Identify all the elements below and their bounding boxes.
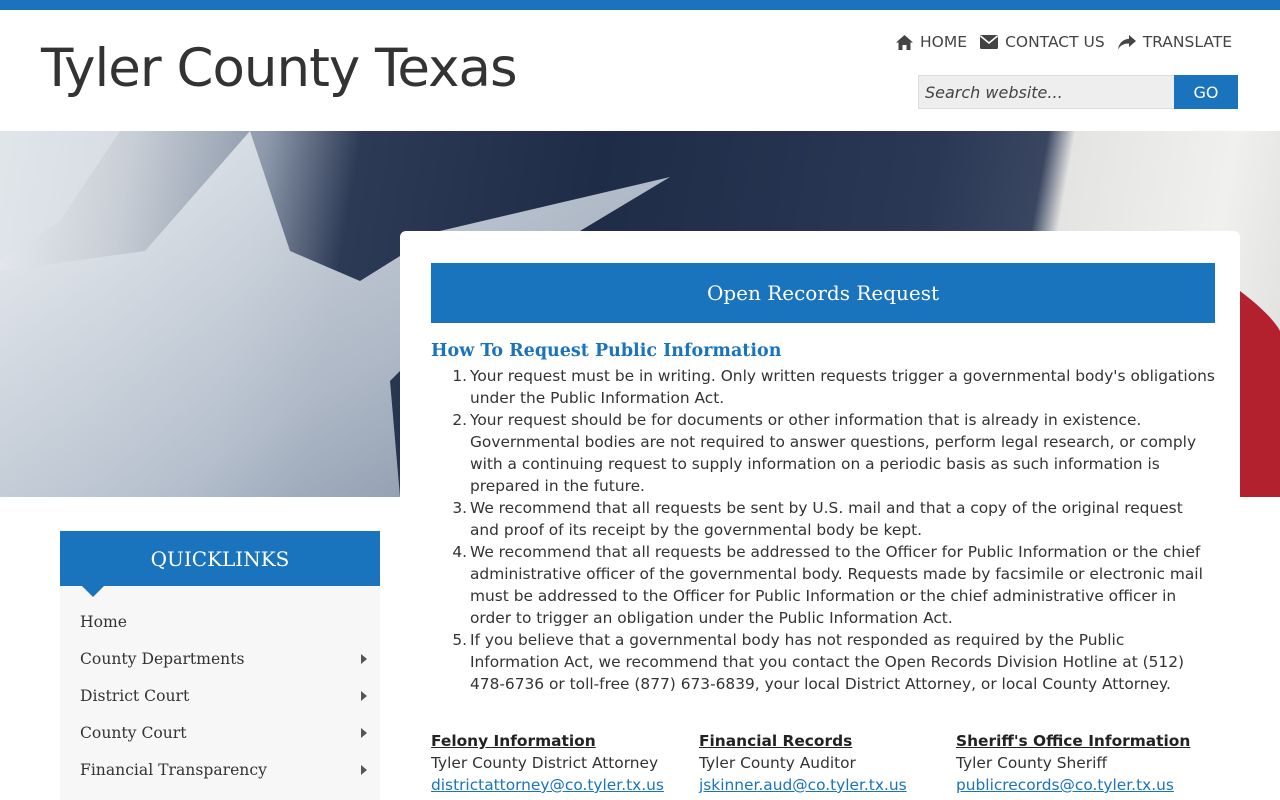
quicklink-home[interactable]	[60, 603, 380, 640]
caret-right-icon	[361, 765, 367, 775]
nav-translate-label: TRANSLATE	[1142, 33, 1232, 51]
quicklink-financial-transparency[interactable]	[60, 751, 380, 788]
top-nav	[896, 33, 1232, 51]
contact-title: Sheriff's Office Information	[956, 732, 1191, 750]
quicklinks-panel	[60, 531, 380, 800]
contact-financial	[699, 730, 907, 796]
list-item	[431, 365, 1215, 409]
contact-name: Tyler County Auditor	[699, 754, 856, 772]
list-item-text: Your request must be in writing. Only written requests trigger a governmental body's obligations under the Public Information Act.	[470, 367, 1215, 407]
contact-title: Financial Records	[699, 732, 853, 750]
nav-home-label: HOME	[920, 33, 968, 51]
contact-sheriff	[956, 730, 1190, 796]
nav-contact-label: CONTACT US	[1005, 33, 1105, 51]
list-item-text: Your request should be for documents or other information that is already in existence. Governmental bodies are not required to answer questions, perform legal research, or comply with a continuing request to supply information on a periodic basis as such information is prepared in the future.	[470, 411, 1197, 495]
page-banner-title: Open Records Request	[431, 263, 1215, 323]
contact-email-link[interactable]: publicrecords@co.tyler.tx.us	[956, 776, 1174, 794]
list-item-text: If you believe that a governmental body has not responded as required by the Public Information Act, we recommend that you contact the Open Records Division Hotline at (512) 478-6736 or toll-free (877) 673-6839, your local District Attorney, or local County Attorney.	[470, 631, 1185, 693]
caret-right-icon	[361, 654, 367, 664]
contact-email-link[interactable]: districtattorney@co.tyler.tx.us	[431, 776, 664, 794]
list-item	[431, 497, 1215, 541]
quicklink-label: Home	[80, 612, 128, 631]
list-item-number: 1.	[452, 367, 467, 385]
quicklink-county-court[interactable]	[60, 714, 380, 751]
quicklink-label: Financial Transparency	[80, 760, 267, 779]
contact-felony	[431, 730, 664, 796]
quicklink-district-court[interactable]	[60, 677, 380, 714]
list-item-text: We recommend that all requests be addressed to the Officer for Public Information or the chief administrative officer of the governmental body. Requests made by facsimile or electronic mail must be addressed to the Officer for Public Information or the chief administrative officer in order to trigger an obligation under the Public Information Act.	[470, 543, 1203, 627]
quicklinks-list	[60, 586, 380, 788]
list-item-text: We recommend that all requests be sent by U.S. mail and that a copy of the original request and proof of its receipt by the governmental body be kept.	[470, 499, 1183, 539]
nav-home-link[interactable]	[896, 33, 967, 51]
nav-contact-link[interactable]	[980, 33, 1105, 51]
list-item	[431, 629, 1215, 695]
contact-name: Tyler County Sheriff	[956, 754, 1107, 772]
contact-name: Tyler County District Attorney	[431, 754, 659, 772]
search-input[interactable]	[918, 75, 1174, 109]
search-go-button[interactable]: GO	[1174, 75, 1238, 109]
quicklinks-title: QUICKLINKS	[60, 531, 380, 586]
list-item-number: 3.	[452, 499, 467, 517]
caret-right-icon	[361, 728, 367, 738]
contact-email-link[interactable]: jskinner.aud@co.tyler.tx.us	[699, 776, 907, 794]
list-item	[431, 409, 1215, 497]
contact-title: Felony Information	[431, 732, 596, 750]
quicklink-county-departments[interactable]	[60, 640, 380, 677]
caret-right-icon	[361, 691, 367, 701]
list-item-number: 4.	[452, 543, 467, 561]
list-item-number: 5.	[452, 631, 467, 649]
quicklink-label: District Court	[80, 686, 190, 705]
quicklink-label: County Departments	[80, 649, 245, 668]
quicklink-label: County Court	[80, 723, 187, 742]
list-item	[431, 541, 1215, 629]
section-heading: How To Request Public Information	[431, 341, 782, 361]
envelope-icon	[980, 35, 998, 49]
top-accent-bar	[0, 0, 1280, 10]
site-search	[918, 75, 1238, 109]
home-icon	[896, 35, 913, 50]
request-steps-list	[431, 365, 1215, 695]
nav-translate-link[interactable]	[1118, 33, 1232, 51]
site-title[interactable]: Tyler County Texas	[41, 38, 517, 99]
share-arrow-icon	[1118, 35, 1136, 50]
list-item-number: 2.	[452, 411, 467, 429]
